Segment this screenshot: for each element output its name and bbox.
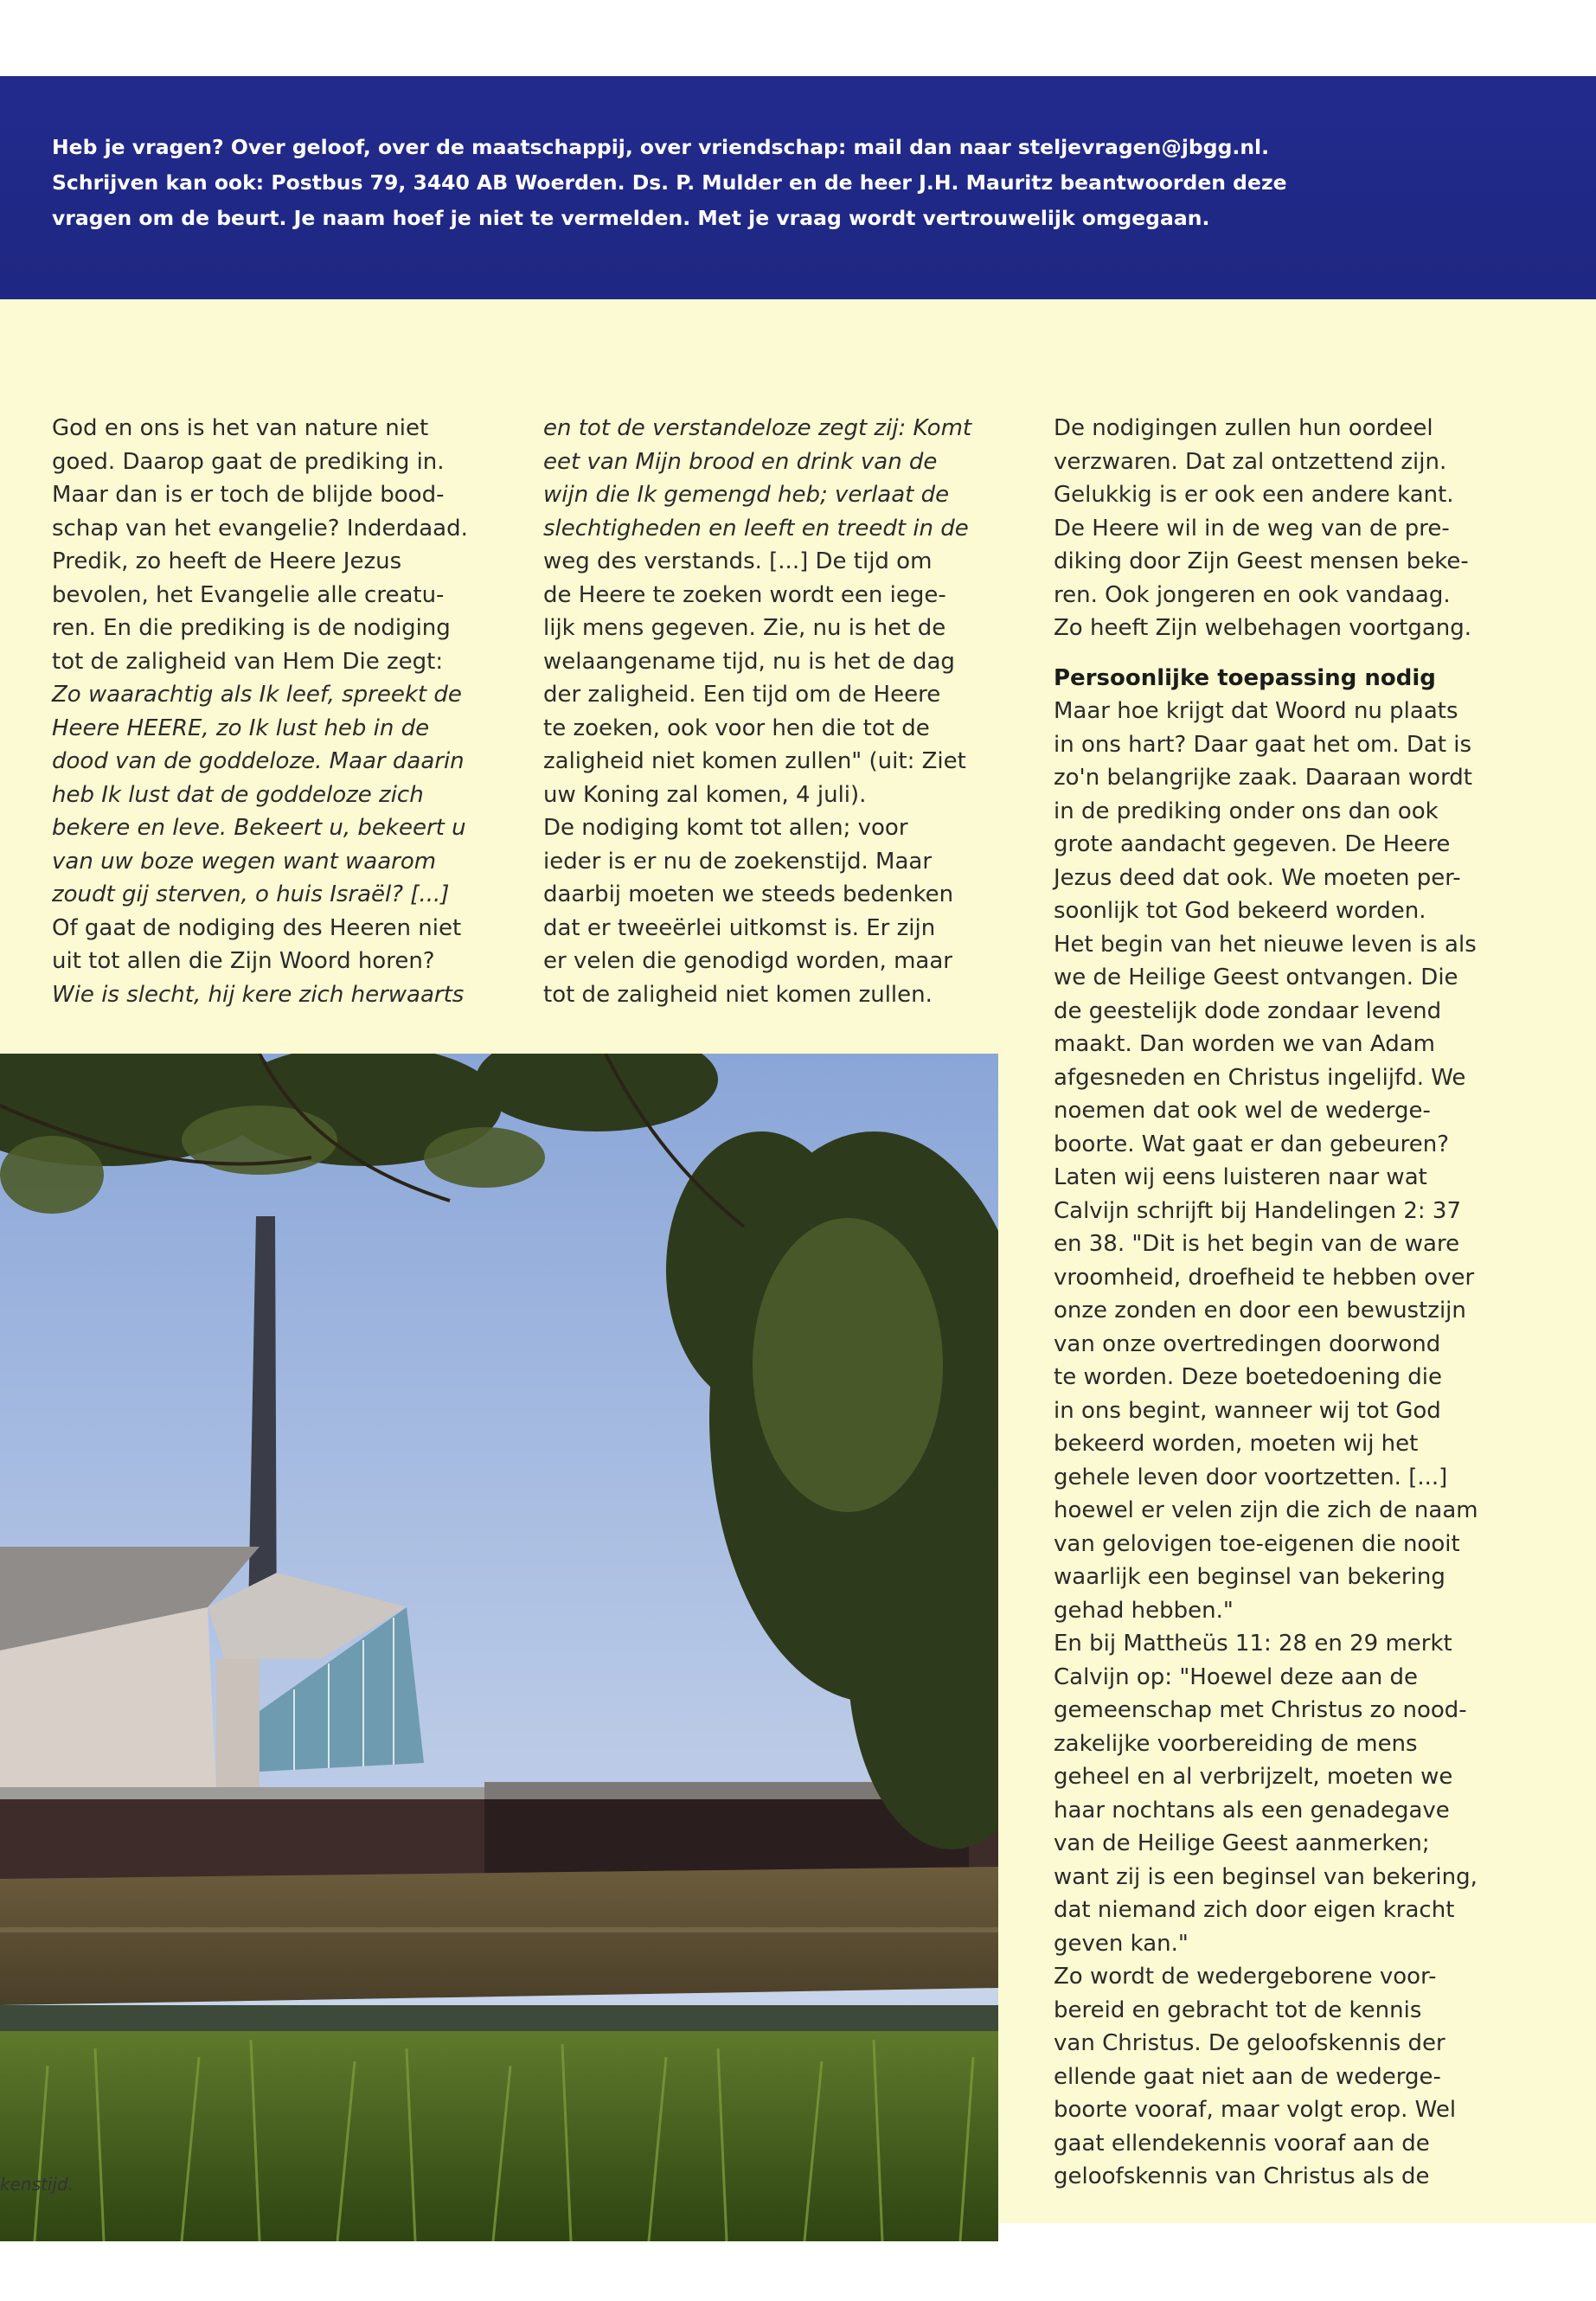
banner-line: Heb je vragen? Over geloof, over de maatschappij, over vriendschap: mail dan naar steljevragen@jbgg.nl. bbox=[52, 135, 1270, 159]
text-line: dat er tweeërlei uitkomst is. Er zijn bbox=[543, 914, 936, 941]
text-line: bekere en leve. Bekeert u, bekeert u bbox=[52, 815, 466, 841]
text-line: van gelovigen toe-eigenen die nooit bbox=[1054, 1530, 1460, 1557]
text-line: De nodiging komt tot allen; voor bbox=[543, 815, 908, 841]
text-line: soonlijk tot God bekeerd worden. bbox=[1054, 898, 1426, 924]
banner-line: vragen om de beurt. Je naam hoef je niet te vermelden. Met je vraag wordt vertrouwelijk omgegaan. bbox=[52, 206, 1210, 230]
text-line: de Heere te zoeken wordt een iege- bbox=[543, 581, 946, 608]
text-line: de geestelijk dode zondaar levend bbox=[1054, 997, 1442, 1024]
questions-banner bbox=[0, 76, 1596, 299]
text-line: in ons hart? Daar gaat het om. Dat is bbox=[1054, 731, 1472, 758]
article-column-2 bbox=[543, 412, 1010, 1011]
text-line: Het begin van het nieuwe leven is als bbox=[1054, 931, 1477, 958]
text-line: grote aandacht gegeven. De Heere bbox=[1054, 831, 1451, 857]
text-line: der zaligheid. Een tijd om de Heere bbox=[543, 682, 941, 708]
text-line: Zo wordt de wedergeborene voor- bbox=[1054, 1964, 1437, 1990]
text-line: goed. Daarop gaat de prediking in. bbox=[52, 448, 445, 475]
text-line: van uw boze wegen want waarom bbox=[52, 848, 437, 875]
text-line: zo'n belangrijke zaak. Daaraan wordt bbox=[1054, 765, 1472, 791]
text-line: van Christus. De geloofskennis der bbox=[1054, 2030, 1445, 2056]
text-line: tot de zaligheid niet komen zullen. bbox=[543, 981, 933, 1008]
photo-caption: kenstijd. bbox=[0, 2174, 74, 2195]
text-line: gehele leven door voortzetten. [...] bbox=[1054, 1464, 1448, 1490]
text-line: Maar hoe krijgt dat Woord nu plaats bbox=[1054, 698, 1458, 724]
text-line: en tot de verstandeloze zegt zij: Komt bbox=[543, 415, 972, 441]
grass bbox=[0, 2031, 998, 2241]
text-line: geven kan." bbox=[1054, 1930, 1189, 1957]
text-line: waarlijk een beginsel van bekering bbox=[1054, 1564, 1445, 1590]
text-line: dood van de goddeloze. Maar daarin bbox=[52, 748, 465, 774]
text-line: boorte vooraf, maar volgt erop. Wel bbox=[1054, 2097, 1457, 2123]
text-line: gehad hebben." bbox=[1054, 1597, 1234, 1624]
text-line: tot de zaligheid van Hem Die zegt: bbox=[52, 648, 444, 675]
text-line: er velen die genodigd worden, maar bbox=[543, 948, 952, 974]
text-line: ren. En die prediking is de nodiging bbox=[52, 615, 451, 641]
magazine-page bbox=[0, 76, 1596, 2223]
text-line: te zoeken, ook voor hen die tot de bbox=[543, 715, 930, 741]
text-line: gemeenschap met Christus zo nood- bbox=[1054, 1697, 1467, 1723]
text-line: De Heere wil in de weg van de pre- bbox=[1054, 515, 1450, 542]
text-line: wijn die Ik gemengd heb; verlaat de bbox=[543, 482, 950, 508]
church-wall-right bbox=[216, 1659, 260, 1798]
text-line: Calvijn op: "Hoewel deze aan de bbox=[1054, 1663, 1419, 1690]
text-line: onze zonden en door een bewustzijn bbox=[1054, 1298, 1466, 1324]
banner-line: Schrijven kan ook: Postbus 79, 3440 AB Woerden. Ds. P. Mulder en de heer J.H. Mauritz beantwoorden deze bbox=[52, 170, 1287, 195]
text-line: hoewel er velen zijn die zich de naam bbox=[1054, 1497, 1478, 1523]
text-line: Zo waarachtig als Ik leef, spreekt de bbox=[52, 682, 462, 708]
text-line: ellende gaat niet aan de wederge- bbox=[1054, 2063, 1441, 2090]
text-line: haar nochtans als een genadegave bbox=[1054, 1797, 1450, 1823]
text-line: ren. Ook jongeren en ook vandaag. bbox=[1054, 581, 1451, 608]
text-line: eet van Mijn brood en drink van de bbox=[543, 448, 938, 475]
text-line: bereid en gebracht tot de kennis bbox=[1054, 1997, 1422, 2023]
text-line: want zij is een beginsel van bekering, bbox=[1054, 1863, 1477, 1890]
text-line: welaangename tijd, nu is het de dag bbox=[543, 648, 955, 675]
text-line: En bij Mattheüs 11: 28 en 29 merkt bbox=[1054, 1631, 1452, 1657]
article-column-3 bbox=[1054, 412, 1555, 2194]
text-line: van de Heilige Geest aanmerken; bbox=[1054, 1830, 1430, 1856]
field bbox=[0, 1867, 998, 2005]
section-heading: Persoonlijke toepassing nodig bbox=[1054, 664, 1436, 691]
text-line: daarbij moeten we steeds bedenken bbox=[543, 881, 954, 907]
text-line: heb Ik lust dat de goddeloze zich bbox=[52, 781, 424, 808]
text-line: weg des verstands. [...] De tijd om bbox=[543, 548, 933, 574]
text-line: De nodigingen zullen hun oordeel bbox=[1054, 415, 1433, 441]
text-line: Gelukkig is er ook een andere kant. bbox=[1054, 482, 1454, 508]
text-line: zaligheid niet komen zullen" (uit: Ziet bbox=[543, 748, 966, 774]
text-line: Laten wij eens luisteren naar wat bbox=[1054, 1164, 1427, 1190]
text-line: diking door Zijn Geest mensen beke- bbox=[1054, 548, 1469, 574]
text-line: Wie is slecht, hij kere zich herwaarts bbox=[52, 981, 465, 1008]
text-line: verzwaren. Dat zal ontzettend zijn. bbox=[1054, 448, 1447, 475]
text-line: bevolen, het Evangelie alle creatu- bbox=[52, 581, 445, 608]
text-line: geloofskennis van Christus als de bbox=[1054, 2163, 1430, 2189]
text-line: uw Koning zal komen, 4 juli). bbox=[543, 781, 867, 808]
text-line: ieder is er nu de zoekenstijd. Maar bbox=[543, 848, 933, 875]
text-line: bekeerd worden, moeten wij het bbox=[1054, 1431, 1419, 1457]
text-line: van onze overtredingen doorwond bbox=[1054, 1330, 1441, 1357]
text-line: we de Heilige Geest ontvangen. Die bbox=[1054, 965, 1458, 990]
text-line: maakt. Dan worden we van Adam bbox=[1054, 1031, 1435, 1057]
text-line: vroomheid, droefheid te hebben over bbox=[1054, 1264, 1475, 1291]
text-line: boorte. Wat gaat er dan gebeuren? bbox=[1054, 1131, 1449, 1157]
text-line: zoudt gij sterven, o huis Israël? [...] bbox=[52, 881, 450, 907]
text-line: Calvijn schrijft bij Handelingen 2: 37 bbox=[1054, 1197, 1461, 1224]
text-line: God en ons is het van nature niet bbox=[52, 415, 429, 441]
text-line: Zo heeft Zijn welbehagen voortgang. bbox=[1054, 615, 1472, 641]
text-line: geheel en al verbrijzelt, moeten we bbox=[1054, 1764, 1453, 1790]
article-column-1 bbox=[52, 412, 519, 1011]
text-line: noemen dat ook wel de wederge- bbox=[1054, 1098, 1431, 1124]
church-photo bbox=[0, 1054, 998, 2241]
text-line: en 38. "Dit is het begin van de ware bbox=[1054, 1231, 1460, 1257]
text-line: zakelijke voorbereiding de mens bbox=[1054, 1730, 1418, 1757]
text-line: Predik, zo heeft de Heere Jezus bbox=[52, 548, 402, 574]
text-line: Jezus deed dat ook. We moeten per- bbox=[1054, 864, 1461, 891]
text-line: in ons begint, wanneer wij tot God bbox=[1054, 1397, 1441, 1424]
text-line: Of gaat de nodiging des Heeren niet bbox=[52, 914, 462, 941]
text-line: uit tot allen die Zijn Woord horen? bbox=[52, 948, 435, 974]
text-line: in de prediking onder ons dan ook bbox=[1054, 798, 1439, 824]
text-line: gaat ellendekennis vooraf aan de bbox=[1054, 2130, 1430, 2157]
text-line: te worden. Deze boetedoening die bbox=[1054, 1364, 1442, 1390]
text-line: Heere HEERE, zo Ik lust heb in de bbox=[52, 715, 430, 741]
text-line: Maar dan is er toch de blijde bood- bbox=[52, 482, 445, 508]
text-line: lijk mens gegeven. Zie, nu is het de bbox=[543, 615, 946, 641]
text-line: afgesneden en Christus ingelijfd. We bbox=[1054, 1064, 1466, 1091]
text-line: schap van het evangelie? Inderdaad. bbox=[52, 515, 468, 542]
text-line: dat niemand zich door eigen kracht bbox=[1054, 1897, 1455, 1923]
text-line: slechtigheden en leeft en treedt in de bbox=[543, 515, 969, 542]
